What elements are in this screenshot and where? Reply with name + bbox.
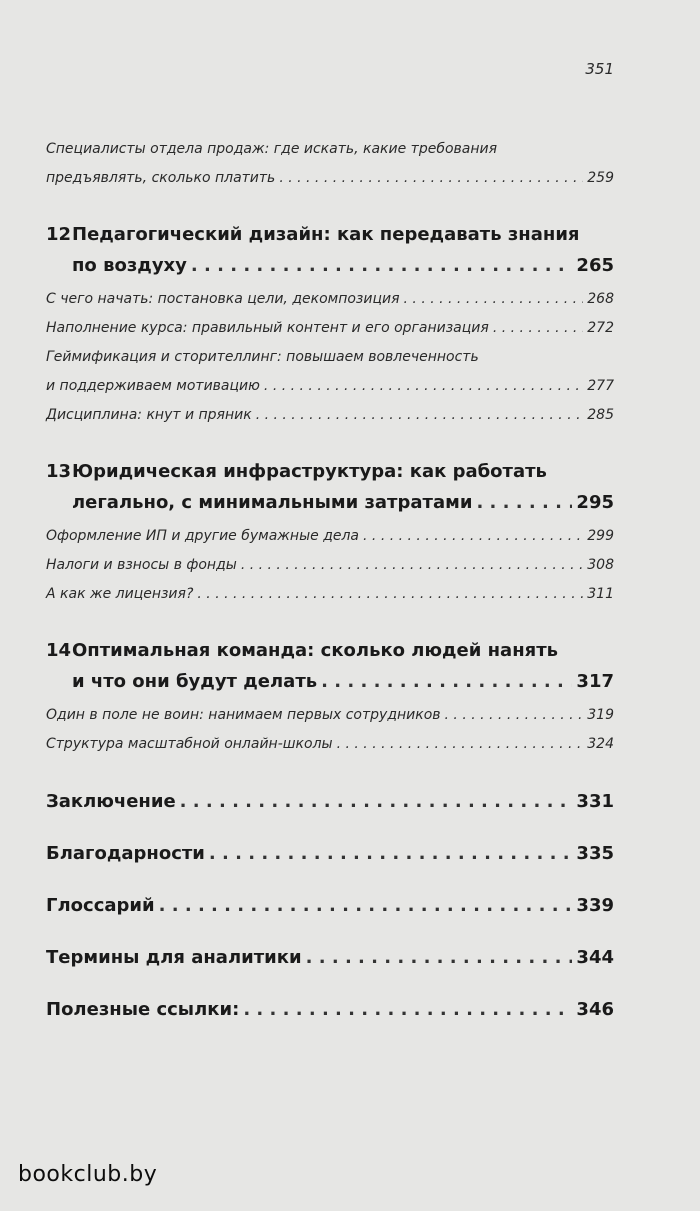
toc-section	[46, 285, 614, 314]
leader-dots	[363, 522, 583, 551]
site-watermark: bookclub.by	[18, 1162, 158, 1187]
toc-chapter-heading	[46, 635, 614, 697]
leader-dots	[264, 372, 583, 401]
leader-dots	[404, 285, 584, 314]
toc-section-title: Наполнение курса: правильный контент и его организация	[46, 320, 489, 336]
leader-dots	[445, 701, 584, 730]
chapter-title-line1: Юридическая инфраструктура: как работать	[72, 461, 547, 482]
toc-item-analytics-terms	[46, 945, 614, 971]
toc-item-glossary	[46, 893, 614, 919]
leader-dots	[209, 841, 573, 867]
chapter-page-number: 317	[576, 671, 614, 692]
toc-page-number: 272	[587, 320, 614, 336]
leader-dots	[476, 487, 572, 518]
toc-page-number: 268	[587, 291, 614, 307]
leader-dots	[180, 789, 573, 815]
toc-item-conclusion	[46, 789, 614, 815]
leader-dots	[493, 314, 583, 343]
toc-chapter-12	[46, 219, 614, 430]
chapter-page-number: 295	[576, 492, 614, 513]
chapter-number: 12	[46, 224, 72, 245]
toc-page-number: 299	[587, 528, 614, 544]
toc-chapter-14	[46, 635, 614, 759]
toc-section-title-line1: Специалисты отдела продаж: где искать, какие требования	[46, 141, 498, 157]
table-of-contents	[46, 135, 614, 1023]
toc-section	[46, 730, 614, 759]
toc-section	[46, 314, 614, 343]
toc-section-title: Оформление ИП и другие бумажные дела	[46, 528, 360, 544]
toc-page-number: 259	[587, 170, 614, 186]
toc-section	[46, 522, 614, 551]
toc-page-number: 319	[587, 707, 614, 723]
toc-section-title: Налоги и взносы в фонды	[46, 557, 237, 573]
toc-page-number: 339	[576, 895, 614, 916]
toc-section	[46, 580, 614, 609]
toc-section	[46, 551, 614, 580]
toc-section-title: Один в поле не воин: нанимаем первых сотрудников	[46, 707, 441, 723]
toc-page-number: 285	[587, 407, 614, 423]
toc-section	[46, 701, 614, 730]
leader-dots	[159, 893, 573, 919]
toc-section-title-line1: Геймификация и сторителлинг: повышаем вовлеченность	[46, 349, 479, 365]
toc-page-number: 277	[587, 378, 614, 394]
toc-chapter-13	[46, 456, 614, 609]
leader-dots	[243, 997, 572, 1023]
chapter-number: 13	[46, 461, 72, 482]
leader-dots	[191, 250, 573, 281]
toc-section-title-line2: и поддерживаем мотивацию	[46, 378, 260, 394]
toc-section-title-line2: предъявлять, сколько платить	[46, 170, 276, 186]
chapter-title-line1: Педагогический дизайн: как передавать знания	[72, 224, 580, 245]
toc-section	[46, 343, 614, 401]
toc-item-useful-links	[46, 997, 614, 1023]
toc-item-title: Заключение	[46, 791, 176, 812]
chapter-title-line2: и что они будут делать	[72, 671, 318, 692]
toc-page-number: 308	[587, 557, 614, 573]
toc-page-number: 311	[587, 586, 614, 602]
toc-page-number: 331	[576, 791, 614, 812]
toc-item-title: Глоссарий	[46, 895, 155, 916]
leader-dots	[279, 164, 583, 193]
leader-dots	[197, 580, 583, 609]
toc-chapter-heading	[46, 219, 614, 281]
toc-section-title: С чего начать: постановка цели, декомпозиция	[46, 291, 400, 307]
toc-section-title: Дисциплина: кнут и пряник	[46, 407, 252, 423]
chapter-page-number: 265	[576, 255, 614, 276]
page-number: 351	[585, 60, 614, 78]
toc-section	[46, 401, 614, 430]
toc-item-title: Благодарности	[46, 843, 205, 864]
chapter-title-line2: легально, с минимальными затратами	[72, 492, 473, 513]
toc-page-number: 346	[576, 999, 614, 1020]
chapter-title-line1: Оптимальная команда: сколько людей нанять	[72, 640, 559, 661]
toc-page-number: 344	[576, 947, 614, 968]
leader-dots	[337, 730, 584, 759]
toc-section-title: Структура масштабной онлайн-школы	[46, 736, 333, 752]
leader-dots	[321, 666, 572, 697]
toc-page-number: 324	[587, 736, 614, 752]
toc-section-title: А как же лицензия?	[46, 586, 194, 602]
leader-dots	[256, 401, 584, 430]
toc-section-sales-specialists	[46, 135, 614, 193]
chapter-number: 14	[46, 640, 72, 661]
leader-dots	[241, 551, 583, 580]
toc-end-matter	[46, 789, 614, 1023]
toc-page-number: 335	[576, 843, 614, 864]
toc-item-acknowledgements	[46, 841, 614, 867]
leader-dots	[306, 945, 573, 971]
toc-item-title: Термины для аналитики	[46, 947, 302, 968]
toc-item-title: Полезные ссылки:	[46, 999, 240, 1020]
chapter-title-line2: по воздуху	[72, 255, 187, 276]
toc-chapter-heading	[46, 456, 614, 518]
